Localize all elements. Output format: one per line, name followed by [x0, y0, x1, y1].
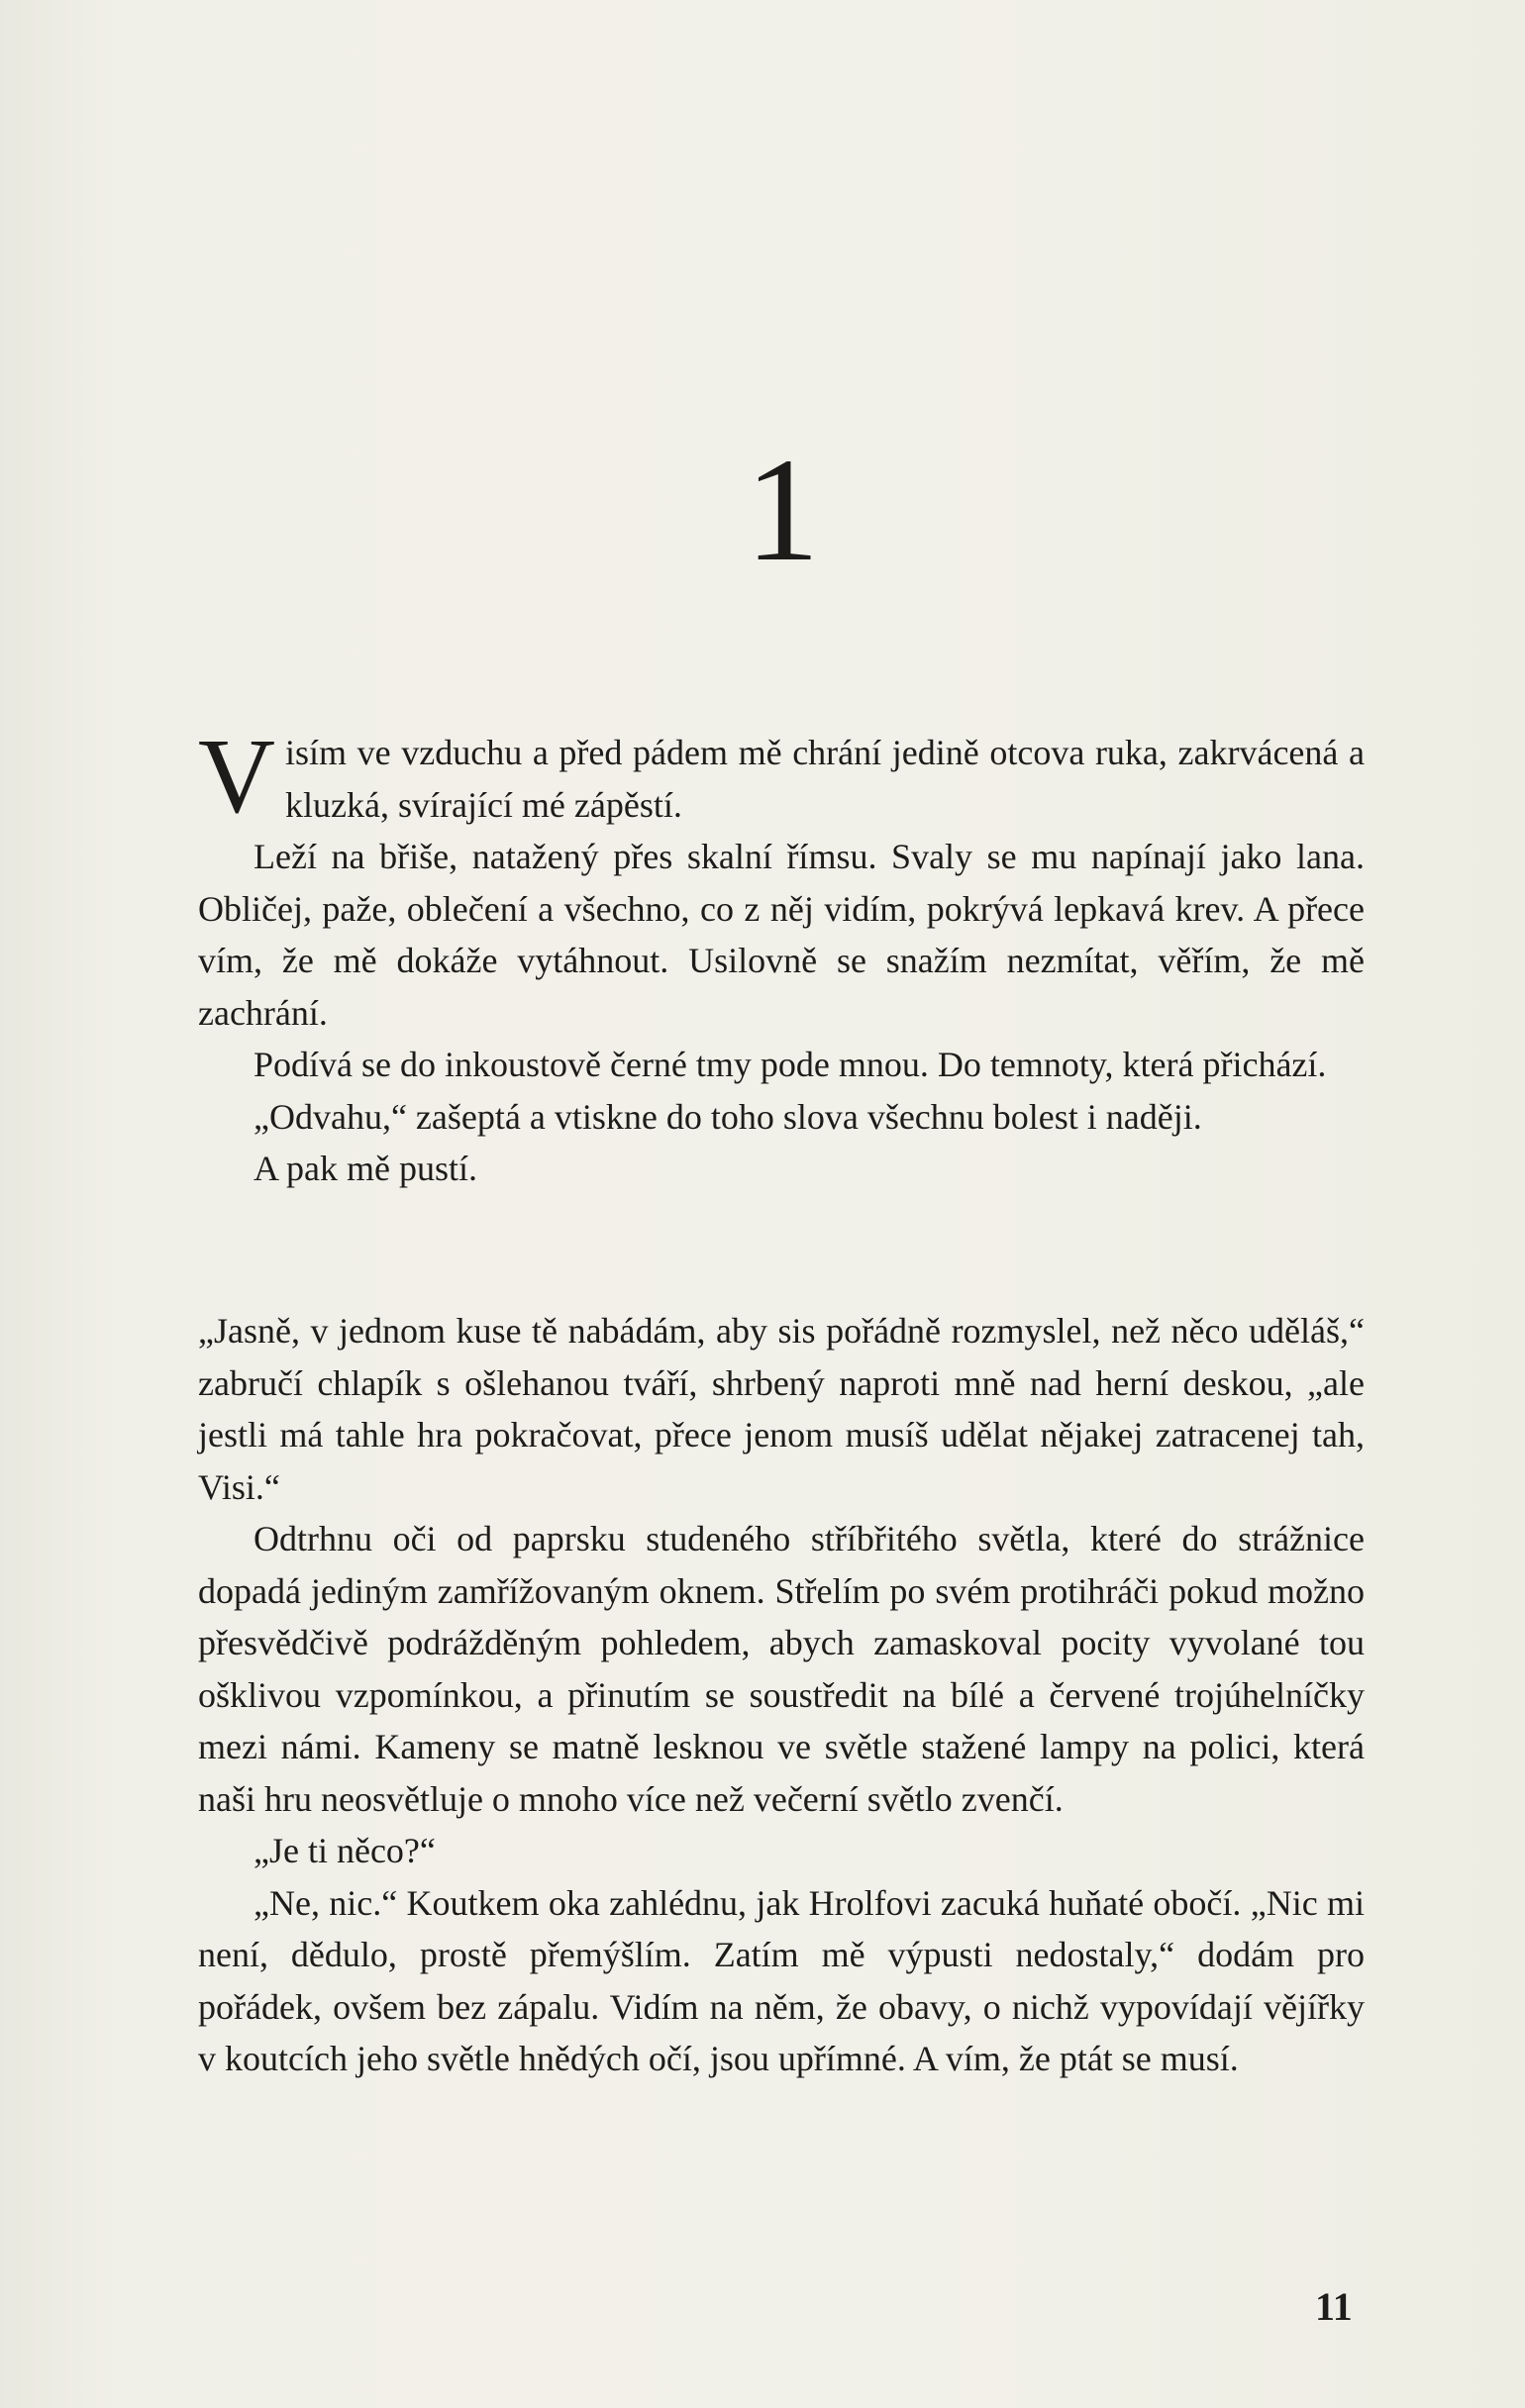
- chapter-number: 1: [745, 428, 820, 592]
- paragraph: Podívá se do inkoustově černé tmy pode mnou. Do temnoty, která přichází.: [254, 1045, 1327, 1084]
- paragraph: „Ne, nic.“ Koutkem oka zahlédnu, jak Hrolfovi zacuká huňaté obočí. „Nic mi není, dědulo, prostě přemýšlím. Zatím mě výpusti nedostaly,“ dodám pro pořádek, ovšem bez zápalu. Vidím na něm, že obavy, o nichž vypovídají vějířky v koutcích jeho světle hnědých očí, jsou upřímné. A vím, že ptát se musí.: [198, 1882, 1365, 2078]
- page-number: 11: [1315, 2284, 1353, 2329]
- paragraph: Leží na břiše, natažený přes skalní římsu. Svaly se mu napínají jako lana. Obličej, paže, oblečení a všechno, co z něj vidím, pokrývá lepkavá krev. A přece vím, že mě dokáže vytáhnout. Usilovně se snažím nezmítat, věřím, že mě zachrání.: [198, 837, 1365, 1033]
- second-section: [198, 1305, 1365, 2085]
- paragraph: Odtrhnu oči od paprsku studeného stříbřitého světla, které do strážnice dopadá jediným zamřížovaným oknem. Střelím po svém protihráči pokud možno přesvědčivě podrážděným pohledem, abych zamaskoval pocity vyvolané tou ošklivou vzpomínkou, a přinutím se soustředit na bílé a červené trojúhelníčky mezi námi. Kameny se matně lesknou ve světle stažené lampy na polici, která naši hru neosvětluje o mnoho více než večerní světlo zvenčí.: [198, 1519, 1365, 1819]
- opening-section: [198, 718, 1365, 1195]
- paragraph: „Odvahu,“ zašeptá a vtiskne do toho slova všechnu bolest i naději.: [254, 1096, 1202, 1137]
- paragraph: A pak mě pustí.: [254, 1149, 477, 1188]
- section-first-paragraph: „Jasně, v jednom kuse tě nabádám, aby sis pořádně rozmyslel, než něco uděláš,“ zabručí chlapík s ošlehanou tváří, shrbený naproti mně nad herní deskou, „ale jestli má tahle hra pokračovat, přece jenom musíš udělat nějakej zatracenej tah, Visi.“: [198, 1311, 1365, 1507]
- paragraph: „Je ti něco?“: [254, 1831, 436, 1870]
- opening-paragraph: [198, 718, 1365, 836]
- opening-paragraph-text: isím ve vzduchu a před pádem mě chrání jedině otcova ruka, zakrvácená a kluzká, svírající mé zápěstí.: [285, 733, 1365, 825]
- drop-cap: V: [198, 718, 275, 836]
